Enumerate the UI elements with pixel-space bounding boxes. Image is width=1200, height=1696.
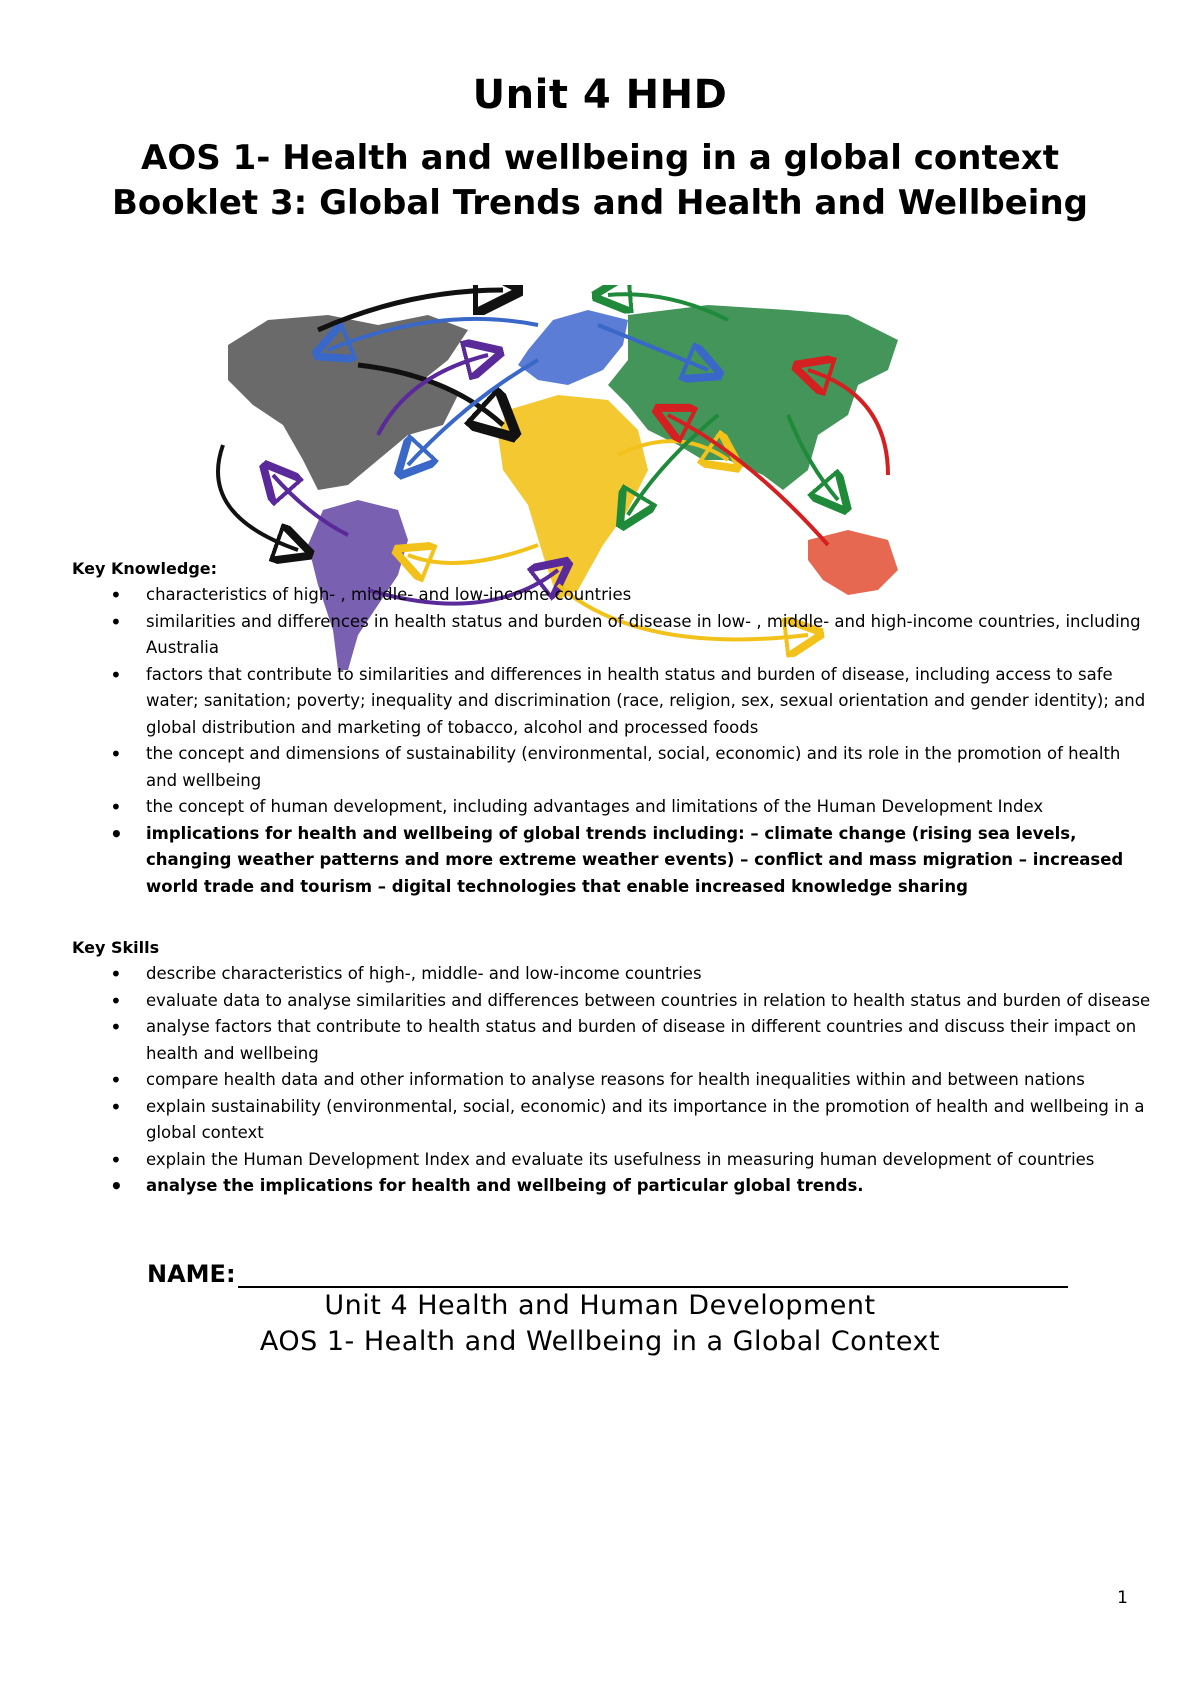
list-item: • evaluate data to analyse similarities and differences between countries in relation to health status and burden of disease xyxy=(72,988,1152,1015)
list-item: • analyse factors that contribute to health status and burden of disease in different countries and discuss their impact on health and wellbeing xyxy=(72,1014,1152,1067)
key-knowledge-section xyxy=(72,556,1152,900)
list-item: • analyse the implications for health and wellbeing of particular global trends. xyxy=(72,1173,1152,1200)
name-field xyxy=(147,1260,1068,1288)
list-item: • characteristics of high- , middle- and low-income countries xyxy=(72,582,1152,609)
document-title: Unit 4 HHD xyxy=(472,72,728,118)
list-item: • explain sustainability (environmental, social, economic) and its importance in the promotion of health and wellbeing in a global context xyxy=(72,1094,1152,1147)
list-item: • describe characteristics of high-, middle- and low-income countries xyxy=(72,961,1152,988)
name-input-line[interactable] xyxy=(238,1262,1068,1288)
key-knowledge-list xyxy=(72,582,1152,900)
list-item: • factors that contribute to similarities and differences in health status and burden of disease, including access to safe water; sanitation; poverty; inequality and discrimination (race, religion, sex, sexual orientation and gender identity); and global distribution and marketing of tobacco, alcohol and processed foods xyxy=(72,662,1152,742)
arrow-black-3 xyxy=(218,445,298,550)
europe-shape xyxy=(518,310,628,385)
footer-unit-title: Unit 4 Health and Human Development xyxy=(324,1290,876,1321)
list-item: • the concept and dimensions of sustainability (environmental, social, economic) and its role in the promotion of health and wellbeing xyxy=(72,741,1152,794)
document-subtitle-aos: AOS 1- Health and wellbeing in a global context xyxy=(141,138,1059,178)
footer-aos-title: AOS 1- Health and Wellbeing in a Global Context xyxy=(259,1326,941,1357)
document-subtitle-booklet: Booklet 3: Global Trends and Health and Wellbeing xyxy=(111,183,1089,223)
name-label: NAME: xyxy=(147,1260,236,1288)
page-number: 1 xyxy=(1117,1588,1128,1608)
list-item: • similarities and differences in health status and burden of disease in low- , middle- and high-income countries, including Australia xyxy=(72,609,1152,662)
key-skills-list xyxy=(72,961,1152,1200)
list-item: • explain the Human Development Index and evaluate its usefulness in measuring human development of countries xyxy=(72,1147,1152,1174)
key-skills-heading: Key Skills xyxy=(72,938,160,957)
list-item: • the concept of human development, including advantages and limitations of the Human Development Index xyxy=(72,794,1152,821)
list-item: • implications for health and wellbeing of global trends including: – climate change (rising sea levels, changing weather patterns and more extreme weather events) – conflict and mass migration – increased world trade and tourism – digital technologies that enable increased knowledge sharing xyxy=(72,821,1152,901)
asia-shape xyxy=(608,305,898,490)
list-item: • compare health data and other information to analyse reasons for health inequalities within and between nations xyxy=(72,1067,1152,1094)
key-skills-section xyxy=(72,935,1152,1200)
key-knowledge-heading: Key Knowledge: xyxy=(72,559,218,578)
